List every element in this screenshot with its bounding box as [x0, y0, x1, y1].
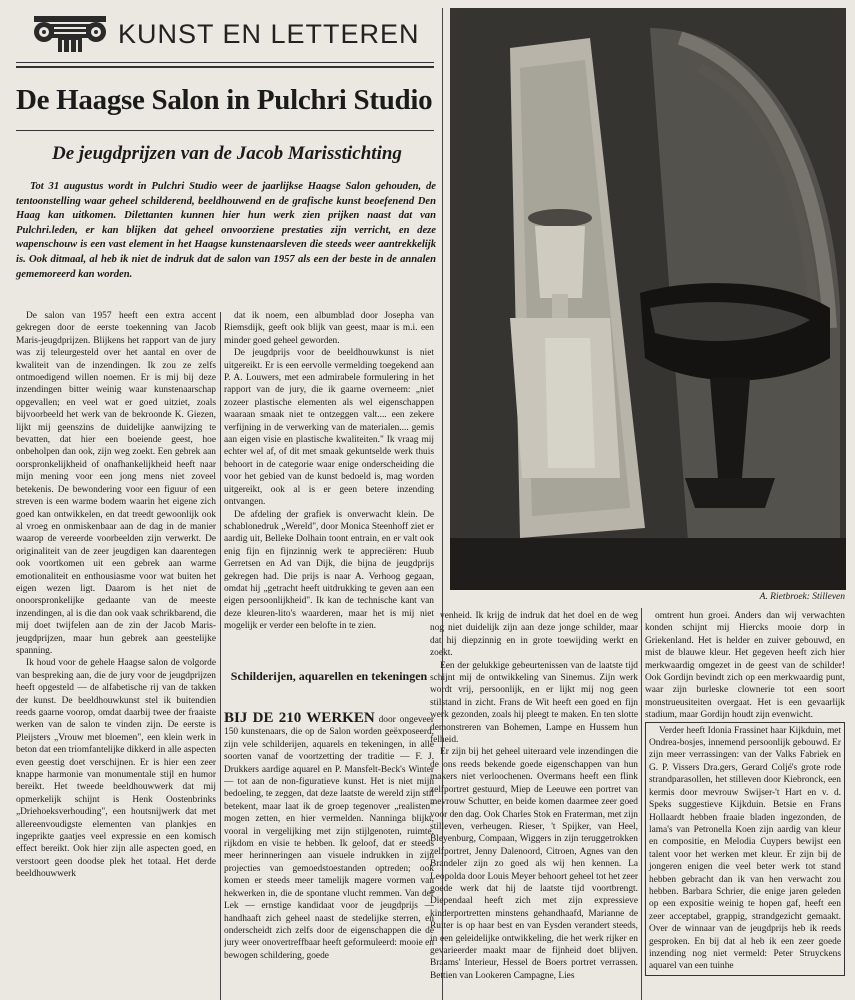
paragraph: Ik houd voor de gehele Haagse salon de volgorde van bespreking aan, die de jury voor de jeugdprijzen heeft opgesteld — de alfabetische rij van de takken der kunst. De beeldhouwkunst stel ik buitendien reeds gaarne voorop, omdat daarbij twee der fraaiste werken van de salon te vinden zijn. De eerste is Pleijsters „Vrouw met bloemen", een klein werk in beton dat een triomfantelijke dikkerd in alle aspecten even geestig doet verschijnen. Er is hier een zeer knappe harmonie van monumentale stijl en humor bereikt. Het tweede beeldhouwwerk dat mij opmerkelijk schijnt is Henk Oostenbrinks „Driehoeksverhouding", een houtsnijwerk dat met allereenvoudigste elementen van plankjes en ingeprikte gaatjes veel expressie en een komisch effect bereikt. Ook hier zijn alle aspecten goed, en verstoort geen doodse plek het totaal. Het derde beeldhouwwerk	[16, 658, 216, 880]
photo-caption: A. Rietbroek: Stilleven	[759, 592, 845, 602]
column-4	[645, 610, 845, 1000]
column-2-continued	[224, 712, 434, 1000]
header-rule-thick	[16, 66, 434, 68]
paragraph: De salon van 1957 heeft een extra accent gekregen door de eerste toekenning van Jacob Maris-jeugdprijzen. Blijkens het rapport van de jury was zij teleurgesteld over het aantal en over de kwaliteit van de inzendingen. Ik zou ze zelfs ontmoedigend willen noemen. Er is mij bij deze inzendingen bitter weinig waar kunstenaarschap opgevallen; en veel wat er goed uitziet, zoals bijvoorbeeld het werk van de bekroonde K. Giezen, lijkt mij geenszins de duidelijke aanwijzing te bevatten, dat hier een boeiende geest, hoe onbeholpen dan ook, zijn weg zoekt. Een gebrek aan oorspronkelijkheid of onafhankelijkheid heeft naar mijn mening voor een jong mens niet zoveel betekenis. De bewondering voor een figuur of een streven is een warme bodem waarin het eigene zich goed kan ontwikkelen, en dat treedt gewoonlijk ook al vroeg en onmiskenbaar aan de dag in de manier waarop de vereerde voorbeelden zijn verwerkt. De originaliteit van de zeer jeugdigen kan daarentegen ook voortkomen uit een gebrek aan warme emotionaliteit en enthousiasme voor wat buiten het eigen wezen ligt. Daarom is het niet de onoorspronkelijke gedaante van de meeste inzendingen, al is die dan ook vaak schrikbarend, die mij doet twijfelen aan de zin der Jacob Maris-jeugdprijzen, maar hun gebrek aan geestelijke spanning.	[16, 311, 216, 656]
column-3	[430, 610, 638, 1000]
paragraph: dat ik noem, een albumblad door Josepha van Riemsdijk, geeft ook blijk van geest, maar is m.i. een minder goed geheel geworden.	[224, 311, 434, 346]
paragraph-text: door ongeveer 150 kunstenaars, die op de Salon worden geëxposeerd, zijn vele schilderijen, aquarels en tekeningen, in alle soorten vanaf de voortzetting der traditie — F. J. Drukkers aardige aquarel en P. Mansfelt-Beck's Winter — tot aan de non-figuratieve kunst. Het is niet mijn bedoeling, te zeggen, dat deze laatste de wereld zijn stil betekent, maar laat ik de groep tegenover „realisten" mogen zetten, en hier vermelden. Nanninga blijkt, vooral in vergelijking met zijn stijlgenoten, ruimte, rijkdom en visie te hebben. Ik geloof, dat er steeds meer herinneringen aan visuele indrukken in zijn projecties van gemoedstoestanden optreden; ook komen er steeds meer tamelijk magere vormen van hekwerken in, die de spontane vlucht remmen. Van der Lek — ernstige kandidaat voor de jeugdprijs — handhaaft zich geheel naast de stedelijke sterren, en onderscheidt zich zelfs door de eigenschappen die de jury weer onovertreffbaar heeft geformuleerd: mooie en bewogen schildering, goede	[224, 715, 434, 961]
still-life-photo	[450, 8, 846, 590]
paragraph: omtrent hun groei. Anders dan wij verwachten konden schijnt mij Hiercks mooie dorp in Griekenland. Het is helder en zuiver gebouwd, en mist de blauwe kleur. Het gegeven heeft zich hier merkwaardig omgezet in de geest van de schilder! Ook Gordijn bevindt zich op een merkwaardig punt, waar zijn burleske clownerie tot een soort monstrueusiteiten overgaat. Het is een gevaarlijk stadium, maar Gordijn houdt zijn evenwicht.	[645, 611, 845, 721]
paragraph: venheid. Ik krijg de indruk dat het doel en de weg nog niet duidelijk zijn aan deze jonge schilder, maar dat hij diepzinnig en in grote toewijding werkt en zoekt.	[430, 611, 638, 659]
paragraph: Een der gelukkige gebeurtenissen van de laatste tijd schijnt mij de ontwikkeling van Sinemus. Zijn werk wordt vrij, persoonlijk, en er lijkt mij nog geen stilstand in zicht. Frans de Wit heeft een goed en fijn werk gezonden, zoals hij pleegt te maken. En ten slotte demonstreren van Bohemen, Lampe en Hussem hun felheid.	[430, 660, 638, 746]
ionic-capital-icon	[30, 14, 110, 54]
paragraph	[224, 712, 434, 962]
column-2	[224, 310, 434, 664]
subhead-paintings: Schilderijen, aquarellen en tekeningen	[230, 669, 428, 683]
column-1	[16, 310, 216, 1000]
paragraph: Verder heeft Idonia Frassinet haar Kijkduin, met Ondrea-bosjes, innemend persoonlijk gebouwd. Er zijn meer verrassingen: van der Valks Fabriek en G. P. Vissers Dra.gers, Gerard Coljé's grote rode strandparasollen, het stilleven door Kiebronck, een kermis door mevrouw Swijser-'t Hart en v. d. Speks suggestieve Kijkduin. Betsie en Frans Hollaardt hebben fraaie bladen ingezonden, de lama's van Petronella Koen zijn aardig van kleur en compositie, en Melodia Cuypers bewijst een talent voor het werken met kleur. Er zijn bij de jongeren enigen die veel beter werk tot stand hebben gebracht dan ik van hen verwacht zou hebben. Barbara Schrier, die enige jaren geleden op een expositie weinig te hopen gaf, heeft een zeer acceptabel, grappig, strandgezicht gemaakt. Over de winnaar van de jeugdprijs heb ik reeds gesproken. En bij dat al heb ik een zeer goede inzending nog niet vermeld: Peter Struyckens aquarel van een tuinhe	[645, 722, 845, 976]
intro-paragraph: Tot 31 augustus wordt in Pulchri Studio weer de jaarlijkse Haagse Salon gehouden, de tentoonstelling waar geheel schilderend, beeldhouwend en de grafische kunst beoefenend Den Haag kan uitkomen. Dilettanten kunnen hier hun werk zien prijken naast dat van Pulchri.leden, er kan blijken dat geheel onvoorziene prestaties zijn verricht, en deze wapenschouw is een vast element in het Haagse kunstenaarsleven die steeds weer aantrekkelijk is. Ook ditmaal, al heb ik niet de indruk dat de salon van 1957 als een der beste in de annalen gememoreerd kan worden.	[16, 181, 436, 280]
headline: De Haagse Salon in Pulchri Studio	[16, 84, 433, 116]
dropcap-lead: BIJ DE 210 WERKEN	[224, 712, 375, 726]
section-title: KUNST EN LETTEREN	[118, 18, 420, 49]
section-header	[30, 12, 430, 56]
paragraph: De jeugdprijs voor de beeldhouwkunst is niet uitgereikt. Er is een eervolle vermelding toegekend aan P. A. Louwers, met een admirabele formulering in het rapport van de jury, die ik gaarne overneem: „niet zozeer plastische elementen als wel eigenschappen waaraan smaak niet te ontzeggen valt.... een zekere verfijning in de verwerking van de materialen.... gemis aan eigen visie en plastische kwaliteiten." Ik vraag mij echter wel af, of dit met smaak gekuntselde werk thuis behoort in de categorie waar enige onderscheiding die voor het gebied van de kunst bedoeld is, mag worden uitgereikt, ook al is er geen betere inzending ontvangen.	[224, 348, 434, 508]
paragraph: Er zijn bij het geheel uiteraard vele inzendingen die de ons reeds bekende goede eigenschappen van hun makers niet verloochenen. Overmans heeft een flink zelfportret gestuurd, Miep de Leeuwe een portret van mevrouw Schutter, en beide komen daarmee zeer goed voor den dag. Ook Charles Stok en Fraterman, met zijn stilleven, verheugen. Rieser, 't Spijker, van Heel, Bleyenburg, Compaan, Wiggers in zijn teruggetrokken zelfportret, Jenny Dalenoord, Citroen, Agnes van den Brandeler zijn zo goed als wij hen kennen. La Leopolda door Louis Meyer behoort geheel tot het zeer goede werk dat hij de laatste tijd voortbrengt. Diependaal heeft zich met zijn expressieve kinderportretten minstens gehandhaafd, Marianne de Ruiter is op haar best en van Eysden verandert steeds, in een geleidelijke ontwikkeling, die het werk rijker en gevarieerder maakt maar de fijnheid doet blijven. Braams' Interieur, Hessel de Boers portret verrassen. Bettien van Lookeren Campagne, Lies	[430, 747, 638, 981]
column-rule	[220, 312, 221, 1000]
column-rule	[641, 608, 642, 1000]
subheadline: De jeugdprijzen van de Jacob Marisstichting	[52, 143, 402, 164]
paragraph: De afdeling der grafiek is onverwacht klein. De schablonedruk „Wereld", door Monica Steenhoff ziet er aardig uit, Belleke Dolhain toont entrain, en er valt ook enig fijn en fijnzinnig werk te appreciëren: Huub Gerretsen en Ad van Dijk, die bijna de jeugdprijs gekregen had. Die prijs is naar A. Verhoog gegaan, omdat hij „getracht heeft uitdrukking te geven aan een eigen persoonlijkheid". Ik kan de technische kant van deze kleuren-lito's waarderen, maar het is mij niet mogelijk er verder een belofte in te zien.	[224, 509, 434, 632]
header-rule	[16, 62, 434, 63]
headline-rule	[16, 130, 434, 131]
